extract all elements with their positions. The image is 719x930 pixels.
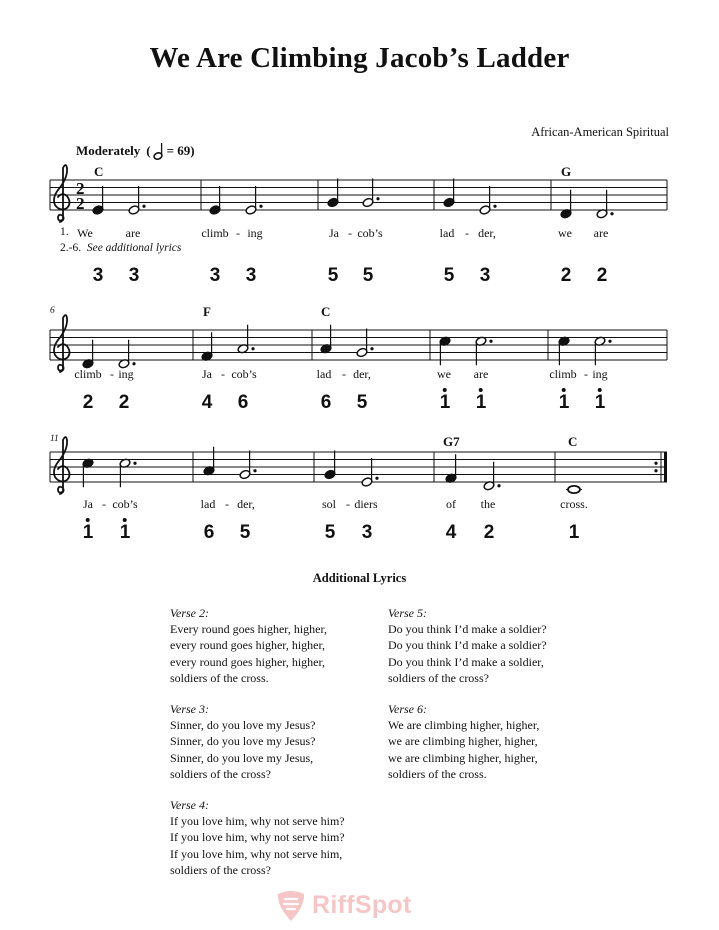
- scale-degree: 1: [568, 522, 580, 543]
- additional-lyrics-title: Additional Lyrics: [312, 571, 407, 585]
- half-note: [118, 340, 130, 369]
- quarter-note: [324, 451, 336, 480]
- lyric-hyphen: -: [221, 367, 225, 381]
- scale-degree: 5: [324, 522, 336, 543]
- quarter-note: [439, 336, 451, 365]
- scale-degree: 2: [596, 265, 608, 286]
- tempo-open-paren: (: [146, 143, 151, 158]
- lyric-hyphen: -: [342, 367, 346, 381]
- tempo-bpm: = 69): [166, 143, 195, 158]
- lyric-line: We are climbing higher, higher,: [388, 718, 540, 733]
- see-additional-note: See additional lyrics: [86, 242, 182, 254]
- lyric-syllable: we: [437, 367, 451, 381]
- lyric-syllable: climb: [201, 226, 229, 240]
- scale-degree: 2: [118, 392, 130, 413]
- scale-degree: 2: [483, 522, 495, 543]
- quarter-note: [327, 179, 339, 208]
- lyric-hyphen: -: [102, 497, 106, 511]
- lyric-syllable: cob’s: [112, 497, 138, 511]
- lyric-syllable: ing: [592, 367, 608, 381]
- scale-degree-high: 1: [83, 523, 94, 542]
- scale-degree: 3: [479, 265, 491, 286]
- lyric-syllable: cob’s: [231, 367, 257, 381]
- time-signature-top: 2: [76, 179, 85, 198]
- chord-symbol: F: [203, 304, 211, 319]
- lyric-syllable: the: [480, 497, 496, 511]
- measure-number: 11: [50, 434, 59, 444]
- lyric-line: Do you think I’d make a soldier?: [388, 622, 547, 637]
- half-note: [128, 186, 140, 215]
- lyric-line: Do you think I’d make a soldier?: [388, 638, 547, 653]
- verse-block: [170, 701, 316, 782]
- lyric-syllable: of: [446, 497, 456, 511]
- scale-degree: 3: [361, 522, 373, 543]
- lyric-line: we are climbing higher, higher,: [388, 750, 538, 765]
- verse-label: Verse 4:: [170, 798, 209, 812]
- quarter-note: [201, 332, 213, 361]
- verse-range-label: 2.-6. See additional lyrics: [60, 242, 182, 254]
- lyric-line: soldiers of the cross.: [388, 766, 487, 781]
- scale-degree: 5: [443, 265, 455, 286]
- lyric-line: every round goes higher, higher,: [170, 654, 325, 669]
- quarter-note: [560, 190, 572, 219]
- lyric-syllable: der,: [353, 367, 371, 381]
- scale-degree: 5: [356, 392, 368, 413]
- lyric-syllable: we: [558, 226, 572, 240]
- verse-block: [170, 797, 345, 878]
- repeat-dot: [654, 462, 657, 465]
- half-note: [479, 186, 491, 215]
- lyric-syllable: ing: [247, 226, 263, 240]
- lyric-syllable: lad: [316, 367, 332, 381]
- half-note: [483, 462, 495, 491]
- lyric-syllable: sol: [321, 497, 337, 511]
- tempo-label: Moderately: [76, 143, 141, 158]
- scale-degree: 2: [82, 392, 94, 413]
- lyric-hyphen: -: [465, 226, 469, 240]
- lyric-syllable: diers: [354, 497, 378, 511]
- quarter-note: [320, 325, 332, 354]
- augmentation-dot: [493, 205, 496, 208]
- augmentation-dot: [132, 362, 135, 365]
- scale-degree-high: 1: [595, 393, 606, 412]
- composer: African-American Spiritual: [531, 125, 669, 139]
- staff-3: [0, 422, 719, 502]
- lyric-syllable: ing: [118, 367, 134, 381]
- quarter-note: [445, 454, 457, 483]
- guitar-pick-icon: [274, 888, 308, 922]
- chord-symbol: G7: [443, 434, 460, 449]
- verse-label: Verse 3:: [170, 702, 209, 716]
- augmentation-dot: [375, 477, 378, 480]
- scale-degree: 6: [237, 392, 249, 413]
- half-note: [594, 336, 606, 365]
- lyric-syllable: cob’s: [357, 226, 383, 240]
- treble-clef-icon: [54, 165, 70, 222]
- lyric-syllable: climb: [549, 367, 577, 381]
- half-note: [475, 336, 487, 365]
- quarter-note: [92, 186, 104, 215]
- scale-degree: 5: [362, 265, 374, 286]
- staff-1: [0, 150, 719, 230]
- lyric-line: every round goes higher, higher,: [170, 638, 325, 653]
- half-note: [361, 458, 373, 487]
- scale-degree: 4: [201, 392, 213, 413]
- time-signature-bottom: 2: [76, 194, 85, 213]
- augmentation-dot: [489, 340, 492, 343]
- scale-degree: 6: [320, 392, 332, 413]
- augmentation-dot: [251, 347, 254, 350]
- scale-degree: 3: [245, 265, 257, 286]
- scale-degree: 3: [128, 265, 140, 286]
- quarter-note: [82, 458, 94, 487]
- lyric-line: soldiers of the cross?: [170, 766, 271, 781]
- augmentation-dot: [376, 197, 379, 200]
- lyric-line: soldiers of the cross.: [170, 670, 269, 685]
- chord-symbol: C: [321, 304, 331, 319]
- chord-symbol: G: [561, 164, 572, 179]
- measure-number: 6: [50, 306, 55, 316]
- scale-degree: 2: [560, 265, 572, 286]
- lyric-hyphen: -: [225, 497, 229, 511]
- lyric-line: soldiers of the cross?: [388, 670, 489, 685]
- chord-symbol: C: [94, 164, 104, 179]
- lyric-syllable: Ja: [202, 367, 212, 381]
- verse-number: 1.: [60, 226, 69, 238]
- lyric-syllable: are: [593, 226, 609, 240]
- lyric-line: Sinner, do you love my Jesus?: [170, 734, 316, 749]
- quarter-note: [82, 340, 94, 369]
- augmentation-dot: [610, 212, 613, 215]
- augmentation-dot: [259, 205, 262, 208]
- lyric-hyphen: -: [110, 367, 114, 381]
- repeat-dot: [654, 469, 657, 472]
- lyric-syllable: are: [125, 226, 141, 240]
- quarter-note: [558, 336, 570, 365]
- lyric-hyphen: -: [584, 367, 588, 381]
- scale-degree-high: 1: [120, 523, 131, 542]
- treble-clef-icon: [54, 315, 70, 372]
- lyric-syllable: lad: [439, 226, 455, 240]
- verse-block: [388, 701, 539, 782]
- half-note: [596, 190, 608, 219]
- half-note: [356, 329, 368, 358]
- lyric-line: soldiers of the cross?: [170, 862, 271, 877]
- lyric-hyphen: -: [348, 226, 352, 240]
- scale-degree: 5: [327, 265, 339, 286]
- treble-clef-icon: [54, 437, 70, 494]
- lyric-syllable: Ja: [83, 497, 93, 511]
- verse-label: Verse 5:: [388, 606, 427, 620]
- lyric-line: If you love him, why not serve him?: [170, 830, 345, 845]
- scale-degree-high: 1: [476, 393, 487, 412]
- final-barline: [664, 452, 667, 482]
- half-note: [237, 325, 249, 354]
- lyric-syllable: der,: [478, 226, 496, 240]
- lyric-syllable: Ja: [329, 226, 339, 240]
- scale-degree-high: 1: [559, 393, 570, 412]
- lyric-line: Sinner, do you love my Jesus?: [170, 718, 316, 733]
- lyric-syllable: are: [473, 367, 489, 381]
- lyric-syllable: lad: [200, 497, 216, 511]
- half-note: [119, 458, 131, 487]
- augmentation-dot: [142, 205, 145, 208]
- half-note: [239, 451, 251, 480]
- scale-degree: 3: [209, 265, 221, 286]
- lyric-line: Every round goes higher, higher,: [170, 622, 327, 637]
- lyric-line: If you love him, why not serve him,: [170, 846, 343, 861]
- quarter-note: [203, 447, 215, 476]
- verse-label: Verse 6:: [388, 702, 427, 716]
- whole-note: [566, 486, 582, 493]
- half-note: [245, 186, 257, 215]
- quarter-note: [209, 186, 221, 215]
- riffspot-logo: [274, 888, 412, 922]
- half-note: [362, 179, 374, 208]
- augmentation-dot: [497, 484, 500, 487]
- song-title: We Are Climbing Jacob’s Ladder: [149, 42, 570, 74]
- augmentation-dot: [370, 347, 373, 350]
- augmentation-dot: [253, 469, 256, 472]
- lyric-hyphen: -: [236, 226, 240, 240]
- augmentation-dot: [608, 340, 611, 343]
- lyric-syllable: climb: [74, 367, 102, 381]
- quarter-note: [443, 179, 455, 208]
- verse-label: Verse 2:: [170, 606, 209, 620]
- lyric-hyphen: -: [346, 497, 350, 511]
- verse-block: [170, 605, 327, 686]
- lyric-line: Sinner, do you love my Jesus,: [170, 750, 314, 765]
- lyric-line: we are climbing higher, higher,: [388, 734, 538, 749]
- scale-degree: 3: [92, 265, 104, 286]
- scale-degree: 4: [445, 522, 457, 543]
- verse-block: [388, 605, 547, 686]
- lyric-line: If you love him, why not serve him?: [170, 814, 345, 829]
- brand-name: RiffSpot: [312, 890, 412, 919]
- scale-degree-high: 1: [440, 393, 451, 412]
- lyric-syllable: cross.: [560, 497, 588, 511]
- lyric-syllable: We: [77, 226, 93, 240]
- lyric-syllable: der,: [237, 497, 255, 511]
- chord-symbol: C: [568, 434, 578, 449]
- lyric-line: Do you think I’d make a soldier,: [388, 654, 544, 669]
- scale-degree: 6: [203, 522, 215, 543]
- scale-degree: 5: [239, 522, 251, 543]
- augmentation-dot: [133, 462, 136, 465]
